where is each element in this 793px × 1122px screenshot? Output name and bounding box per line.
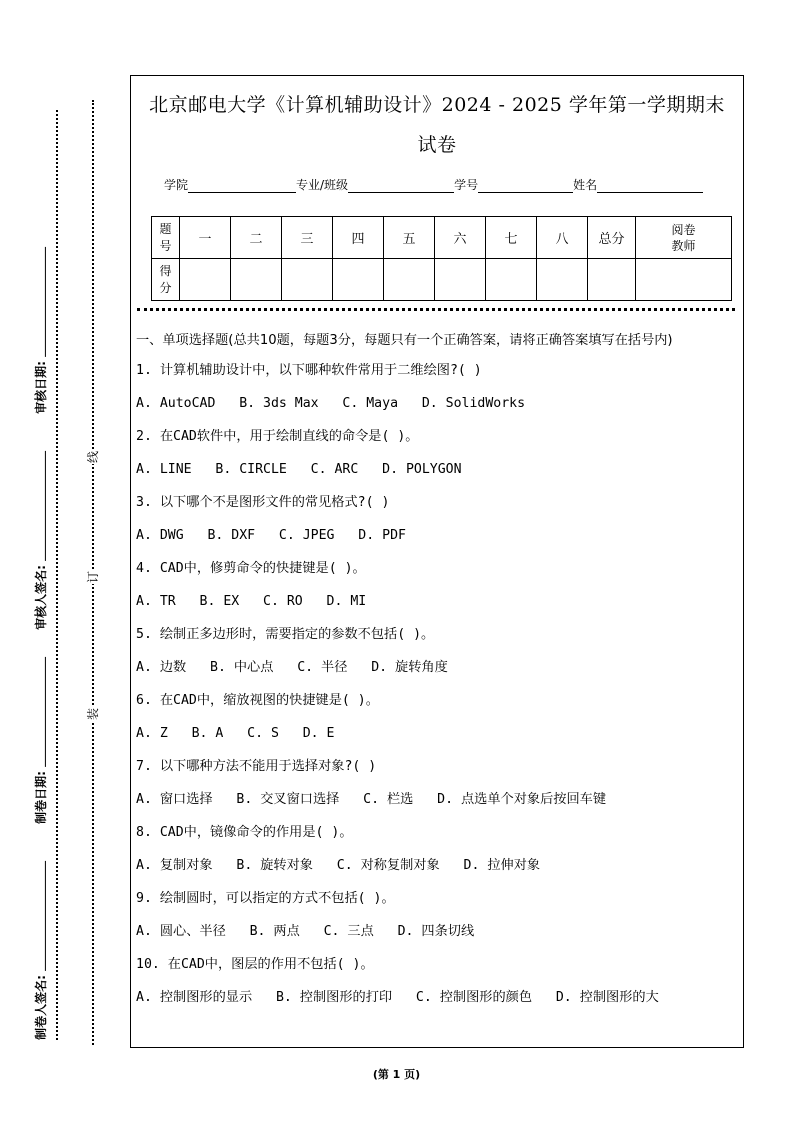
score-cell[interactable] [486, 259, 537, 301]
page-number: (第 1 页) [372, 1068, 421, 1081]
reviewer-signature-field [20, 440, 60, 640]
name-label: 姓名 [573, 178, 598, 192]
college-blank[interactable] [188, 178, 296, 193]
question-options: A. 圆心、半径 B. 两点 C. 三点 D. 四条切线 [136, 924, 475, 939]
question-options: A. Z B. A C. S D. E [136, 726, 335, 741]
making-date-field [20, 640, 60, 840]
score-col-grader: 阅卷 教师 [636, 217, 732, 259]
score-table-header-row [152, 217, 732, 259]
question-options: A. 复制对象 B. 旋转对象 C. 对称复制对象 D. 拉伸对象 [136, 858, 541, 873]
score-cell[interactable] [333, 259, 384, 301]
score-cell[interactable] [537, 259, 588, 301]
question-stem: 3. 以下哪个不是图形文件的常见格式?( ) [136, 495, 390, 510]
review-date-label: 审核日期: [33, 360, 48, 414]
question-list [136, 360, 736, 1020]
exam-title: 北京邮电大学《计算机辅助设计》2024 - 2025 学年第一学期期末 [149, 94, 725, 116]
score-col-8: 八 [537, 217, 588, 259]
binding-mark-bind: 装 [86, 708, 100, 721]
student-id-label: 学号 [454, 178, 479, 192]
score-col-4: 四 [333, 217, 384, 259]
score-cell[interactable] [282, 259, 333, 301]
question-section [136, 330, 736, 1020]
question-stem: 2. 在CAD软件中，用于绘制直线的命令是( )。 [136, 429, 419, 444]
name-blank[interactable] [597, 178, 703, 193]
score-table-score-row [152, 259, 732, 301]
maker-signature-blank[interactable] [35, 861, 46, 971]
score-row-header: 得 分 [152, 259, 180, 301]
major-class-blank[interactable] [348, 178, 454, 193]
question-options: A. DWG B. DXF C. JPEG D. PDF [136, 528, 406, 543]
score-col-2: 二 [231, 217, 282, 259]
question-options: A. AutoCAD B. 3ds Max C. Maya D. SolidWorks [136, 396, 526, 411]
question-options: A. 窗口选择 B. 交叉窗口选择 C. 栏选 D. 点选单个对象后按回车键 [136, 792, 607, 807]
score-cell[interactable] [180, 259, 231, 301]
question-stem: 1. 计算机辅助设计中，以下哪种软件常用于二维绘图?( ) [136, 363, 482, 378]
making-date-blank[interactable] [35, 657, 46, 767]
binding-mark-line: 线 [86, 451, 100, 464]
reviewer-signature-blank[interactable] [35, 451, 46, 561]
score-col-1: 一 [180, 217, 231, 259]
score-col-7: 七 [486, 217, 537, 259]
college-label: 学院 [164, 178, 189, 192]
maker-signature-field [20, 850, 60, 1050]
question-options: A. 控制图形的显示 B. 控制图形的打印 C. 控制图形的颜色 D. 控制图形的大 [136, 990, 659, 1005]
score-col-total: 总分 [588, 217, 636, 259]
score-col-6: 六 [435, 217, 486, 259]
question-stem: 6. 在CAD中，缩放视图的快捷键是( )。 [136, 693, 379, 708]
question-stem: 5. 绘制正多边形时，需要指定的参数不包括( )。 [136, 627, 435, 642]
score-cell[interactable] [435, 259, 486, 301]
question-number-header: 题 号 [152, 217, 180, 259]
binding-mark-order: 订 [86, 571, 100, 584]
question-options: A. TR B. EX C. RO D. MI [136, 594, 367, 609]
section-separator [137, 308, 735, 311]
making-date-label: 制卷日期: [33, 770, 48, 824]
score-col-3: 三 [282, 217, 333, 259]
exam-title-continued: 试卷 [417, 134, 457, 156]
score-cell[interactable] [384, 259, 435, 301]
score-total-cell[interactable] [588, 259, 636, 301]
student-id-blank[interactable] [478, 178, 573, 193]
score-col-5: 五 [384, 217, 435, 259]
student-info-row [164, 176, 703, 193]
review-date-field [20, 230, 60, 430]
question-stem: 10. 在CAD中，图层的作用不包括( )。 [136, 957, 374, 972]
question-options: A. LINE B. CIRCLE C. ARC D. POLYGON [136, 462, 462, 477]
binding-dotted-line-outer [56, 110, 58, 1040]
question-options: A. 边数 B. 中心点 C. 半径 D. 旋转角度 [136, 660, 448, 675]
section-title: 一、单项选择题(总共10题，每题3分，每题只有一个正确答案，请将正确答案填写在括号内) [136, 333, 673, 348]
review-date-blank[interactable] [35, 247, 46, 357]
score-table [151, 216, 732, 301]
question-stem: 4. CAD中，修剪命令的快捷键是( )。 [136, 561, 366, 576]
reviewer-signature-label: 审核人签名: [33, 564, 48, 630]
question-stem: 8. CAD中，镜像命令的作用是( )。 [136, 825, 353, 840]
question-stem: 9. 绘制圆时，可以指定的方式不包括( )。 [136, 891, 395, 906]
maker-signature-label: 制卷人签名: [33, 974, 48, 1040]
major-class-label: 专业/班级 [296, 178, 349, 192]
score-cell[interactable] [231, 259, 282, 301]
exam-frame [130, 75, 744, 1048]
grader-cell[interactable] [636, 259, 732, 301]
question-stem: 7. 以下哪种方法不能用于选择对象?( ) [136, 759, 377, 774]
